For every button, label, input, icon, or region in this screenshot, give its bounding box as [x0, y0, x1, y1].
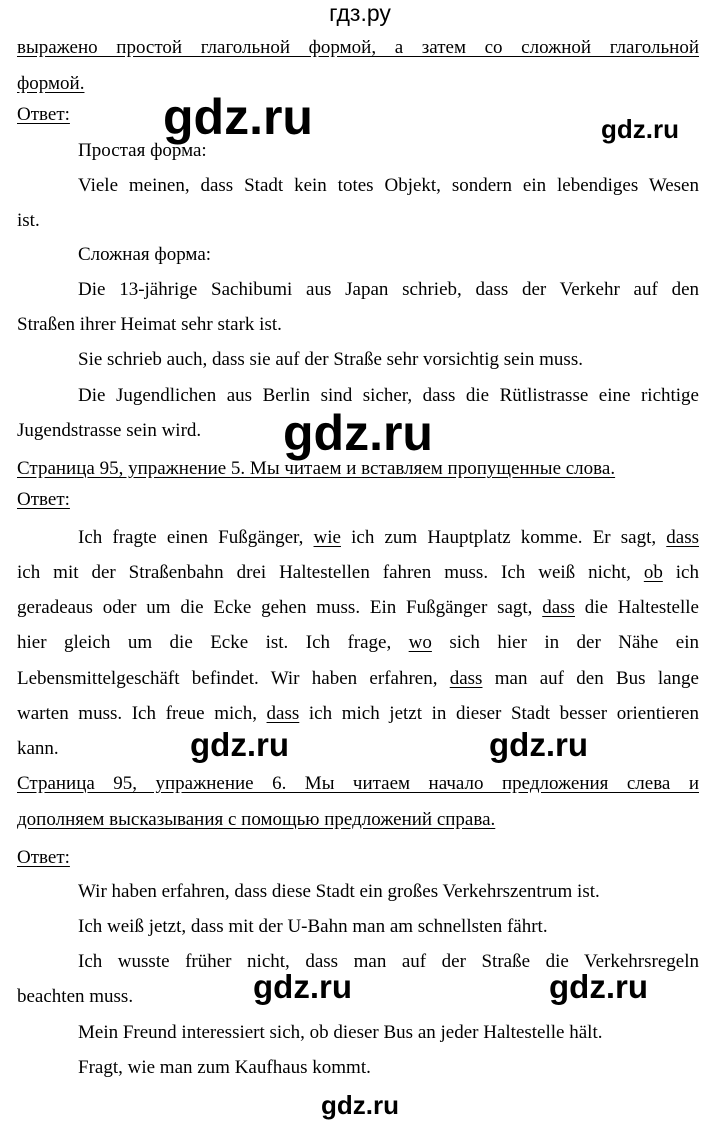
complex-sentence-1-line-2: Straßen ihrer Heimat sehr stark ist.: [17, 314, 282, 335]
watermark: gdz.ru: [601, 114, 679, 144]
exercise5-line-4: hier gleich um die Ecke ist. Ich frage, wo sich hier in der Nähe ein: [17, 632, 699, 653]
simple-form-label: Простая форма:: [78, 140, 207, 161]
exercise5-line-5: Lebensmittelgeschäft befindet. Wir haben erfahren, dass man auf den Bus lange: [17, 668, 699, 689]
simple-form-line-2: ist.: [17, 210, 40, 231]
exercise6-sentence-3-line-1: Ich wusste früher nicht, dass man auf der Straße die Verkehrsregeln: [78, 951, 699, 972]
exercise6-sentence-4: Mein Freund interessiert sich, ob dieser Bus an jeder Haltestelle hält.: [78, 1022, 603, 1043]
filled-word: dass: [542, 597, 575, 618]
answer-label: Ответ:: [17, 104, 70, 125]
exercise5-line-6: warten muss. Ich freue mich, dass ich mich jetzt in dieser Stadt besser orientieren: [17, 703, 699, 724]
filled-word: dass: [266, 703, 300, 724]
watermark: gdz.ru: [253, 968, 352, 1005]
exercise6-sentence-5: Fragt, wie man zum Kaufhaus kommt.: [78, 1057, 371, 1078]
watermark: gdz.ru: [283, 405, 433, 461]
exercise5-line-3: geradeaus oder um die Ecke gehen muss. Ein Fußgänger sagt, dass die Haltestelle: [17, 597, 699, 618]
exercise6-heading-line-2: дополняем высказывания с помощью предложений справа.: [17, 809, 496, 830]
exercise5-heading: Страница 95, упражнение 5. Мы читаем и вставляем пропущенные слова.: [17, 458, 616, 479]
watermark: gdz.ru: [549, 968, 648, 1005]
filled-word: dass: [666, 527, 699, 548]
intro-line-2: формой.: [17, 73, 85, 94]
filled-word: dass: [449, 668, 483, 689]
filled-word: wie: [313, 527, 341, 548]
complex-sentence-1-line-1: Die 13-jährige Sachibumi aus Japan schrieb, dass der Verkehr auf den: [78, 279, 699, 300]
watermark: gdz.ru: [163, 89, 313, 145]
exercise6-sentence-3-line-2: beachten muss.: [17, 986, 134, 1007]
watermark: gdz.ru: [190, 726, 289, 763]
header-watermark: гдз.ру: [329, 0, 391, 26]
exercise6-sentence-2: Ich weiß jetzt, dass mit der U-Bahn man am schnellsten fährt.: [78, 916, 548, 937]
exercise5-line-1: Ich fragte einen Fußgänger, wie ich zum Hauptplatz komme. Er sagt, dass: [78, 527, 699, 548]
filled-word: wo: [408, 632, 432, 653]
complex-form-label: Сложная форма:: [78, 244, 212, 265]
complex-sentence-3-line-1: Die Jugendlichen aus Berlin sind sicher, dass die Rütlistrasse eine richtige: [78, 385, 699, 406]
complex-sentence-3-line-2: Jugendstrasse sein wird.: [17, 420, 202, 441]
exercise5-line-2: ich mit der Straßenbahn drei Haltestellen fahren muss. Ich weiß nicht, ob ich: [17, 562, 699, 583]
exercise6-answer-label: Ответ:: [17, 847, 70, 868]
exercise6-heading-line-1: Страница 95, упражнение 6. Мы читаем начало предложения слева и: [17, 773, 699, 794]
filled-word: ob: [643, 562, 663, 583]
watermark: gdz.ru: [489, 726, 588, 763]
intro-line-1: выражено простой глагольной формой, а затем со сложной глагольной: [17, 37, 699, 58]
complex-sentence-2: Sie schrieb auch, dass sie auf der Straße sehr vorsichtig sein muss.: [78, 349, 583, 370]
simple-form-line-1: Viele meinen, dass Stadt kein totes Objekt, sondern ein lebendiges Wesen: [78, 175, 699, 196]
exercise5-answer-label: Ответ:: [17, 489, 70, 510]
footer-watermark: gdz.ru: [321, 1090, 399, 1120]
exercise6-sentence-1: Wir haben erfahren, dass diese Stadt ein großes Verkehrszentrum ist.: [78, 881, 600, 902]
exercise5-line-7: kann.: [17, 738, 59, 759]
